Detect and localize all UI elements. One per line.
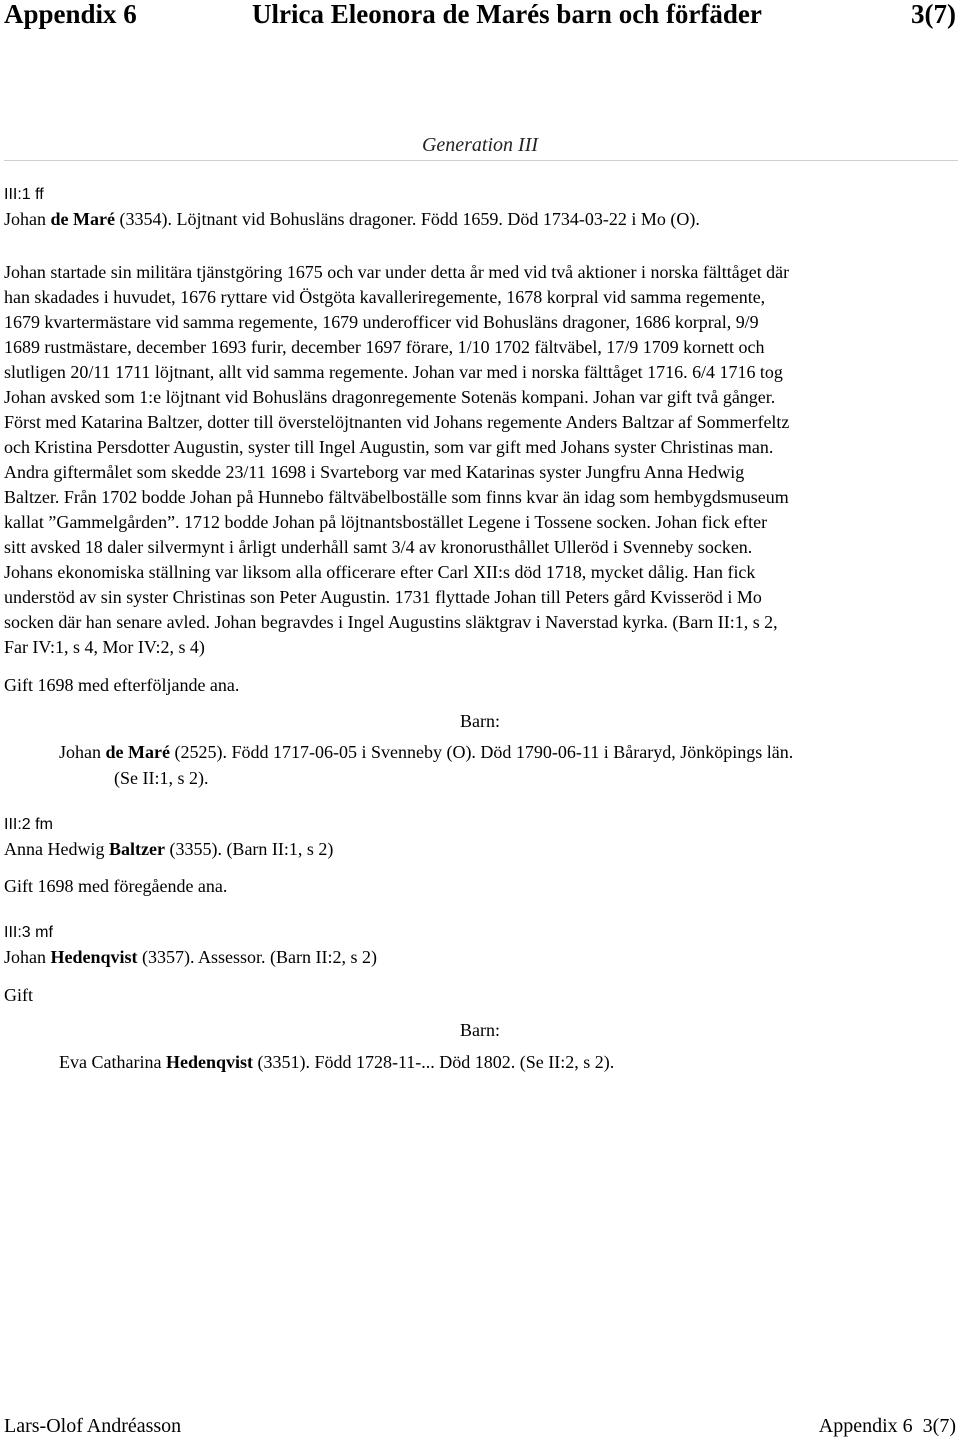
person-details: (3355). (Barn II:1, s 2) (169, 839, 334, 859)
header-appendix: Appendix 6 (4, 0, 137, 29)
children-heading-iii-1: Barn: (460, 711, 500, 731)
person-heading-iii-2 (4, 837, 956, 862)
marriage-note-iii-1: Gift 1698 med efterföljande ana. (4, 675, 240, 695)
person-details: (3357). Assessor. (Barn II:2, s 2) (142, 947, 377, 967)
child-surname: Hedenqvist (165, 1052, 253, 1072)
child-details: (3351). Född 1728-11-... Död 1802. (Se II:2, s 2). (257, 1052, 615, 1072)
person-surname: Hedenqvist (50, 947, 138, 967)
page-header (4, 0, 956, 34)
footer-appendix-page (819, 1412, 956, 1440)
biography-line: Andra giftermålet som skedde 23/11 1698 i Svarteborg var med Katarinas syster Jungfru Anna Hedwig (4, 462, 745, 482)
child-first-name: Johan (59, 742, 101, 762)
person-surname: de Maré (50, 209, 115, 229)
biography-line: Johan startade sin militära tjänstgöring 1675 och var under detta år med vid två aktioner i norska fälttåget där (4, 262, 790, 282)
person-first-name: Anna Hedwig (4, 839, 105, 859)
person-heading-iii-3 (4, 945, 956, 970)
generation-divider (4, 160, 958, 161)
person-details: (3354). Löjtnant vid Bohusläns dragoner. Född 1659. Död 1734-03-22 i Mo (O). (119, 209, 700, 229)
biography-line: understöd av sin syster Christinas son Peter Augustin. 1731 flyttade Johan till Peters gård Kvisseröd i Mo (4, 587, 762, 607)
marriage-note-iii-3: Gift (4, 985, 33, 1005)
generation-title: Generation III (421, 134, 539, 156)
person-label-iii-3: III:3 mf (4, 924, 53, 941)
biography-line: Först med Katarina Baltzer, dotter till överstelöjtnanten vid Johans regemente Anders Baltzar af Sommerfeltz (4, 412, 790, 432)
child-entry-iii-1 (59, 740, 959, 765)
biography-line: Far IV:1, s 4, Mor IV:2, s 4) (4, 637, 205, 657)
person-first-name: Johan (4, 947, 46, 967)
biography-line: Johan avsked som 1:e löjtnant vid Bohusläns dragonregemente Sotenäs kompani. Johan var gift två gånger. (4, 387, 776, 407)
person-surname: Baltzer (108, 839, 165, 859)
person-biography-iii-1 (4, 260, 960, 660)
biography-line: slutligen 20/11 1711 löjtnant, allt vid samma regemente. Johan var med i norska fälttåget 1716. 6/4 1716 tog (4, 362, 783, 382)
child-entry-iii-3 (59, 1050, 959, 1075)
children-heading-iii-3: Barn: (460, 1020, 500, 1040)
page-footer (4, 1412, 956, 1440)
header-title: Ulrica Eleonora de Marés barn och förfäder (252, 0, 762, 29)
marriage-note-iii-2: Gift 1698 med föregående ana. (4, 876, 228, 896)
child-reference-iii-1: (Se II:1, s 2). (114, 768, 209, 788)
person-label-iii-2: III:2 fm (4, 816, 53, 833)
biography-line: 1679 kvartermästare vid samma regemente, 1679 underofficer vid Bohusläns dragoner, 1686 korpral, 9/9 (4, 312, 759, 332)
person-heading-iii-1 (4, 207, 956, 232)
child-first-name: Eva Catharina (59, 1052, 162, 1072)
biography-line: kallat ”Gammelgården”. 1712 bodde Johan på löjtnantsbostället Legene i Tossene socken. Johan fick efter (4, 512, 768, 532)
person-label-iii-1: III:1 ff (4, 186, 44, 203)
biography-line: socken där han senare avled. Johan begravdes i Ingel Augustins släktgrav i Naverstad kyrka. (Barn II:1, s 2, (4, 612, 778, 632)
child-surname: de Maré (105, 742, 170, 762)
footer-appendix: Appendix 6 (818, 1415, 913, 1437)
header-page-number: 3(7) (911, 0, 956, 29)
person-first-name: Johan (4, 209, 46, 229)
biography-line: 1689 rustmästare, december 1693 furir, december 1697 förare, 1/10 1702 fältväbel, 17/9 1709 kornett och (4, 337, 765, 357)
child-details: (2525). Född 1717-06-05 i Svenneby (O). Död 1790-06-11 i Båraryd, Jönköpings län. (174, 742, 794, 762)
biography-line: sitt avsked 18 daler silvermynt i årligt underhåll samt 3/4 av kronorusthållet Ulleröd i Svenneby socken. (4, 537, 753, 557)
biography-line: han skadades i huvudet, 1676 ryttare vid Östgöta kavalleriregemente, 1678 korpral vid samma regemente, (4, 287, 766, 307)
biography-line: Johans ekonomiska ställning var liksom alla officerare efter Carl XII:s död 1718, mycket dålig. Han fick (4, 562, 756, 582)
footer-page-number: 3(7) (922, 1415, 956, 1437)
footer-author: Lars-Olof Andréasson (4, 1415, 182, 1437)
biography-line: och Kristina Persdotter Augustin, syster till Ingel Augustin, som var gift med Johans syster Christinas man. (4, 437, 774, 457)
biography-line: Baltzer. Från 1702 bodde Johan på Hunnebo fältväbelboställe som finns kvar än idag som hembygdsmuseum (4, 487, 789, 507)
